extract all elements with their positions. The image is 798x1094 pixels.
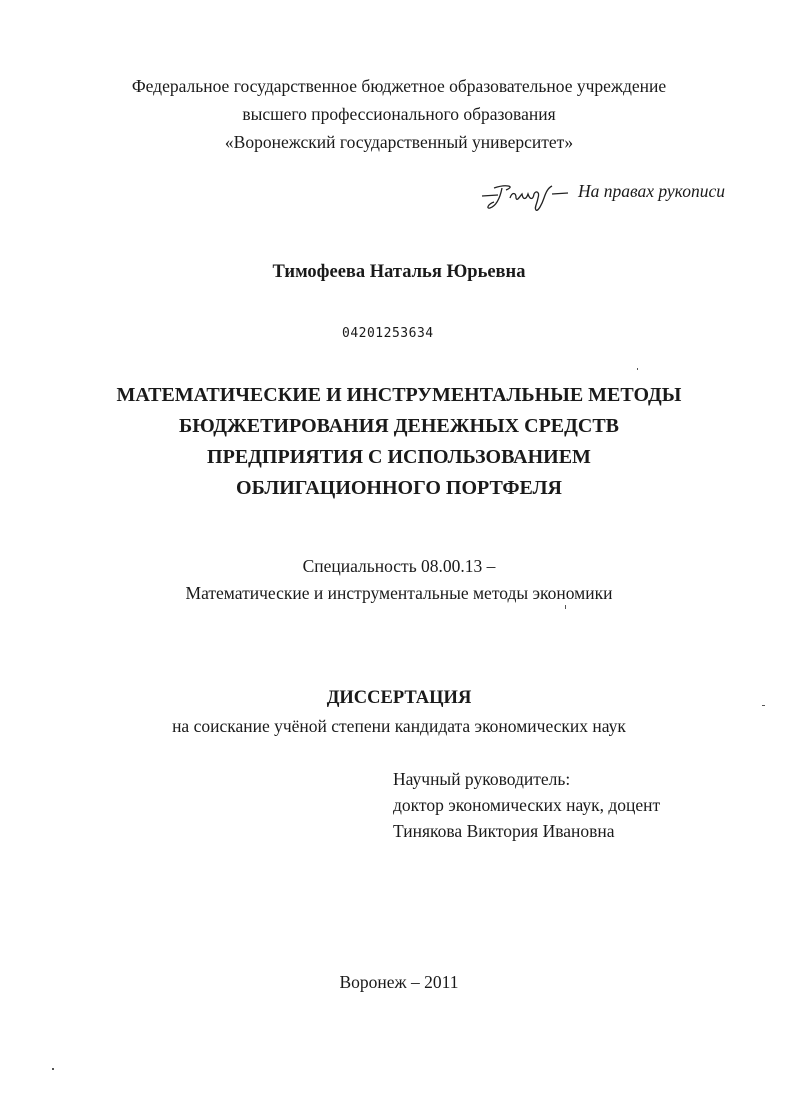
author-name: Тимофеева Наталья Юрьевна bbox=[272, 262, 526, 282]
institution-line-2: высшего профессионального образования bbox=[242, 104, 556, 124]
advisor-block bbox=[393, 766, 660, 844]
specialty-name: Математические и инструментальные методы экономики bbox=[185, 583, 613, 603]
title-line-2: БЮДЖЕТИРОВАНИЯ ДЕНЕЖНЫХ СРЕДСТВ bbox=[178, 415, 620, 437]
city-year: Воронеж – 2011 bbox=[339, 972, 459, 992]
advisor-name: Тинякова Виктория Ивановна bbox=[393, 821, 615, 841]
title-line-4: ОБЛИГАЦИОННОГО ПОРТФЕЛЯ bbox=[236, 477, 562, 499]
scan-speck bbox=[637, 368, 638, 370]
advisor-rank: доктор экономических наук, доцент bbox=[393, 795, 661, 815]
specialty-code: Специальность 08.00.13 – bbox=[302, 556, 496, 576]
advisor-role: Научный руководитель: bbox=[393, 769, 571, 789]
degree-line: на соискание учёной степени кандидата экономических наук bbox=[172, 716, 626, 736]
title-line-1: МАТЕМАТИЧЕСКИЕ И ИНСТРУМЕНТАЛЬНЫЕ МЕТОДЫ bbox=[116, 384, 682, 406]
scan-speck bbox=[565, 605, 566, 609]
document-code: 04201253634 bbox=[342, 326, 434, 341]
institution-line-1: Федеральное государственное бюджетное образовательное учреждение bbox=[131, 76, 667, 96]
title-line-3: ПРЕДПРИЯТИЯ С ИСПОЛЬЗОВАНИЕМ bbox=[207, 446, 591, 468]
manuscript-rights-note: На правах рукописи bbox=[578, 181, 725, 201]
handwritten-signature bbox=[476, 178, 576, 218]
signature-row bbox=[470, 178, 770, 218]
institution-line-3: «Воронежский государственный университет» bbox=[224, 132, 574, 152]
thesis-title bbox=[0, 380, 798, 504]
scan-speck bbox=[52, 1068, 54, 1070]
thesis-heading: ДИССЕРТАЦИЯ bbox=[326, 688, 472, 708]
scan-speck bbox=[762, 705, 765, 706]
